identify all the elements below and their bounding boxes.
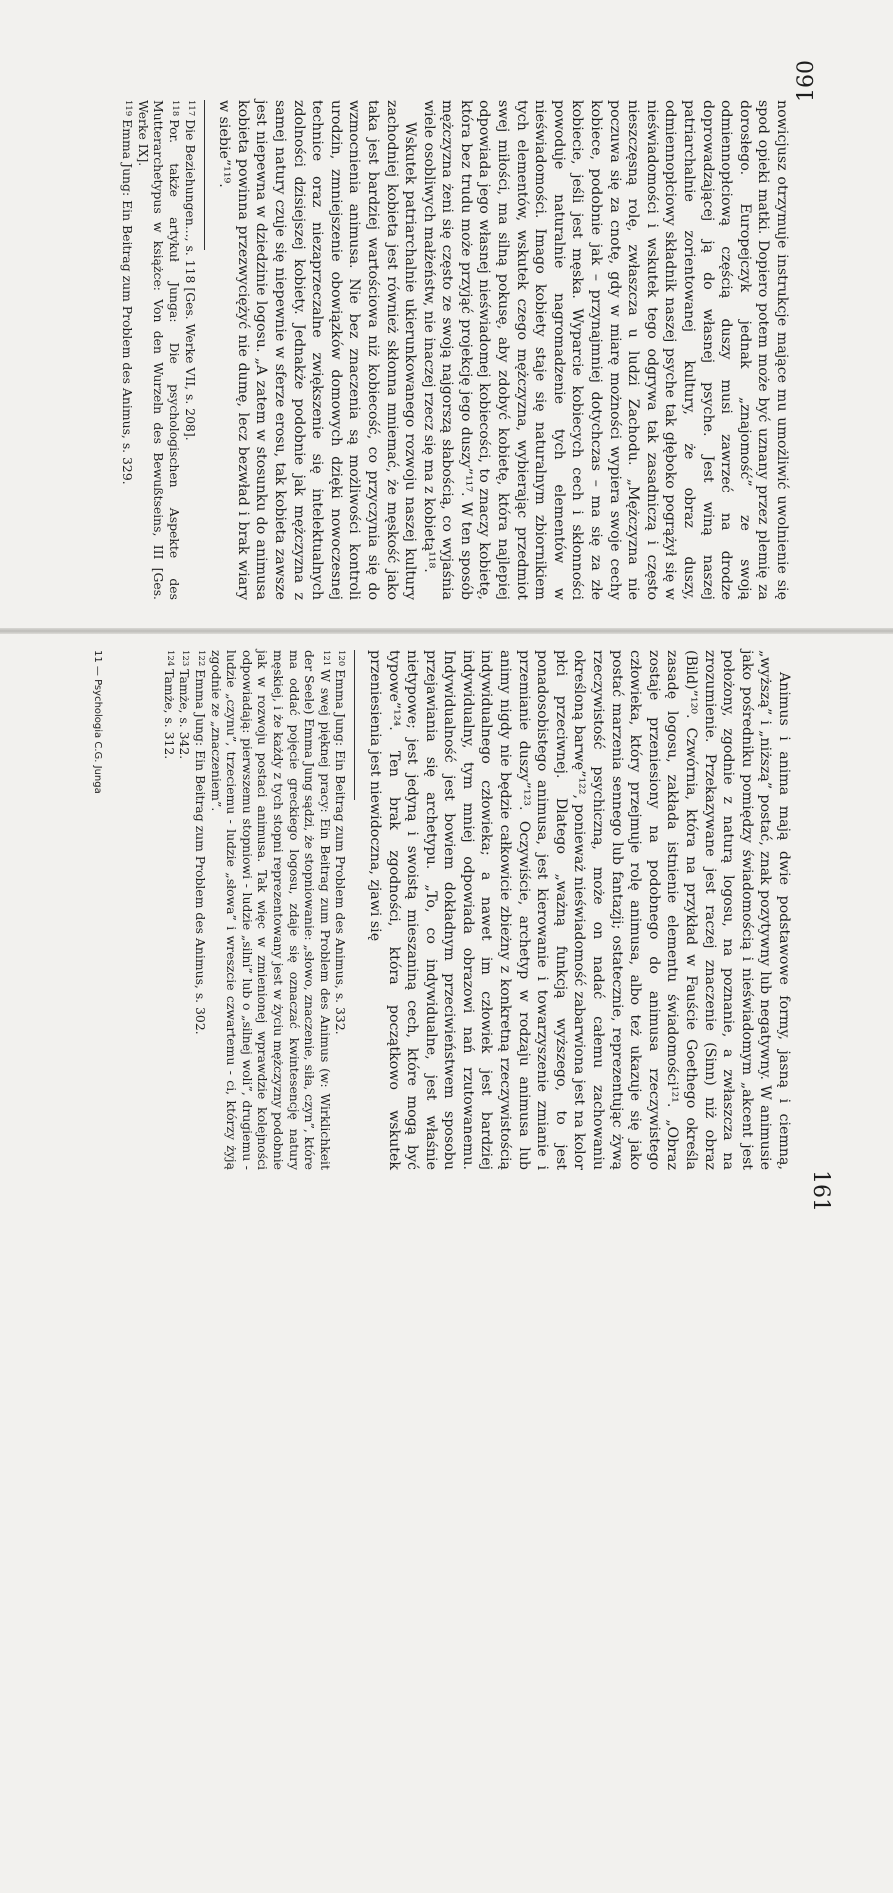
left-body (215, 100, 791, 600)
left-text-column (11, 100, 791, 600)
running-footer: 11 — Psychologia C.G. Junga (92, 650, 103, 794)
footnote-rule (354, 650, 355, 800)
footnote: $^{121}$W swej pięknej pracy: Ein Beitrag zum Problem des Animus (w: Wirklichkeit der Seele) Emma Jung sądzi, że stopniowanie: „słowo, znaczenie, siła, czyn”, które ma oddać pojęcie greckiego logosu, zdaje się oznaczać kwintesencję natury męskiej, i że każdy z tych stopni reprezentowany jest w życiu mężczyzny podobnie jak w rozwoju postaci animusa. Tak więc w zmienionej wprawdzie kolejności odpowiadają: pierwszemu stopniowi - ludzie „silni” lub o „silnej woli”, drugiemu - ludzie „czynu”, trzeciemu - ludzie „słowa” i wreszcie czwartemu - ci, którzy żyją zgodnie ze „znaczeniem”. (208, 650, 333, 1170)
footnote: $^{117}$Die Beziehungen..., s. 118 [Ges. Werke VII, s. 208]. (182, 100, 198, 441)
paragraph: nowicjusz otrzymuje instrukcje mające mu umożliwić uwolnienie się spod opieki matki. Dopiero potem może być uznany przez plemię za dorosłego. Europejczyk jednak „znajomość” ze swoją odmiennopłciową częścią duszy musi zawrzeć na drodze doprowadzającej ją do własnej psyche. Jest winą naszej patriarchalnie zorientowanej kultury, że obraz duszy, odmiennopłciowy składnik naszej psyche tak głęboko pogrążył się w nieświadomości i wskutek tego odgrywa tak zasadniczą i często nieszczęsną rolę, zwłaszcza u ludzi Zachodu. „Mężczyzna nie poczuwa się za cnotę, gdy w miarę możności wypiera swoje cechy kobiece, podobnie jak – przynajmniej dotychczas – ma się za złe kobiecie, jeśli jest męska. Wyparcie kobiecych cech i skłonności powoduje naturalnie nagromadzenie tych elementów w nieświadomości. Imago kobiety staje się naturalnym zbiornikiem tych elementów, wskutek czego mężczyzna, wybierając przedmiot swej miłości, ma silną pokusę, aby zdobyć kobietę, która najlepiej odpowiada jego własnej nieświadomej kobiecości, to znaczy kobietę, która bez trudu może przyjąć projekcję jego duszy”¹¹⁷. W ten sposób mężczyzna żeni się często ze swoją najgorszą słabością, co wyjaśnia wiele osobliwych małżeństw, nie inaczej rzecz się ma z kobietą¹¹⁸. (420, 100, 790, 600)
left-footnotes (120, 100, 198, 600)
footnote: $^{124}$Tamże, s. 312. (161, 650, 177, 760)
footnote-rule (204, 100, 205, 250)
left-page-number: 160 (794, 60, 819, 102)
footnote: $^{123}$Tamże, s. 342. (177, 650, 193, 760)
right-page (0, 630, 893, 1893)
paragraph: Wskutek patriarchalnie ukierunkowanego rozwoju naszej kultury zachodniej kobieta jest również skłonna mniemać, że męskość jako taka jest bardziej wartościowa niż kobiecość, co przyczynia się do wzmocnienia animusa. Nie bez znaczenia są możliwości kontroli urodzin, zmniejszenie obowiązków domowych dzięki nowoczesnej technice oraz niezaprzeczalne zwiększenie się intelektualnych zdolności dzisiejszej kobiety. Jednakże podobnie jak mężczyzna z samej natury czuje się niepewnie w sferze erosu, tak kobieta zawsze jest niepewna w dziedzinie logosu. „A zatem w stosunku do animusa kobieta powinna przezwyciężyć nie dumę, lecz bezwład i brak wiary w siebie”¹¹⁹. (216, 100, 419, 600)
footnote: $^{120}$Emma Jung: Ein Beitrag zum Problem des Animus, s. 332. (333, 650, 349, 1035)
right-body (365, 650, 793, 1170)
footnote: $^{119}$Emma Jung: Ein Beitrag zum Problem des Animus, s. 329. (120, 100, 136, 485)
footnote: $^{118}$Por. także artykuł Junga: Die psychologischen Aspekte des Mutterarchetypus w książce: Von den Wurzeln des Bewußtseins, III [Ges. Werke IX]. (135, 100, 182, 600)
right-text-column (113, 650, 793, 1170)
footnote: $^{122}$Emma Jung: Ein Beitrag zum Problem des Animus, s. 302. (193, 650, 208, 1035)
right-footnotes (161, 650, 348, 1170)
paragraph: Animus i anima mają dwie podstawowe formy, jasną i ciemną, „wyższą” i „niższą” postać, znak pozytywny lub negatywny. W animusie jako pośredniku pomiędzy świadomością i nieświadomym „akcent jest położony, zgodnie z naturą logosu, na poznanie, a zwłaszcza na zrozumienie. Przekazywane jest raczej znaczenie (Sinn) niż obraz (Bild)”¹²⁰. Czwórnia, która na przykład w Fauście Goethego określa zasadę logosu, zakłada istnienie elementu świadomości¹²¹. „Obraz zostaje przeniesiony na podobnego do animusa rzeczywistego człowieka, który przejmuje rolę animusa, albo też ukazuje się jako postać marzenia sennego lub fantazji; ostatecznie, reprezentując żywą rzeczywistość psychiczną, może on nadać całemu zachowaniu określoną barwę”¹²², ponieważ nieświadomość zabarwiona jest na kolor płci przeciwnej. Dlatego „ważną funkcją wyższego, to jest ponadosobistego animusa, jest kierowanie i towarzyszenie zmianie i przemianie duszy”¹²³. Oczywiście, archetyp w rodzaju animusa lub animy nigdy nie będzie całkowicie zbieżny z konkretną rzeczywistością indywidualnego człowieka; a nawet im człowiek jest bardziej indywidualny, tym mniej odpowiada obrazowi nań rzutowanemu. Indywidualność jest bowiem dokładnym przeciwieństwem sposobu przejawiania się archetypu. „To, co indywidualne, jest właśnie nietypowe; jest jedyną i swoistą mieszaniną cech, które mogą być typowe”¹²⁴. Ten brak zgodności, która początkowo wskutek przeniesienia jest niewidoczna, zjawi się (366, 650, 792, 1170)
right-page-number: 161 (808, 1170, 833, 1212)
